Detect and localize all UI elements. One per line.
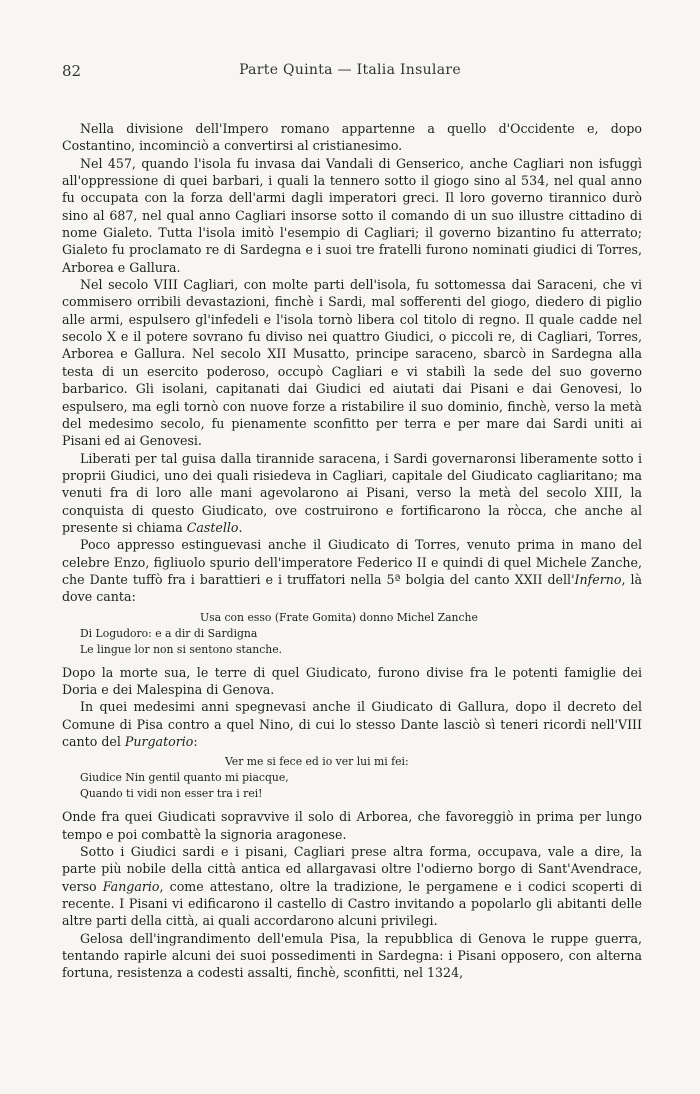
paragraph-7 (62, 698, 642, 750)
paragraph-4-end: . (238, 519, 243, 535)
verse-line: Quando ti vidi non esser tra i rei! (80, 787, 263, 801)
paragraph-6: Dopo la morte sua, le terre di quel Giudicato, furono divise fra le potenti famiglie dei Doria e dei Malespina di Genova. (62, 664, 642, 697)
paragraph-3: Nel secolo VIII Cagliari, con molte parti dell'isola, fu sottomessa dai Saraceni, che vi commisero orribili devastazioni, finchè i Sardi, mal sofferenti del giogo, diedero di piglio alle armi, espulsero gl'infedeli e l'isola tornò libera col titolo di regno. Il quale cadde nel secolo X e il potere sovrano fu diviso nei quattro Giudici, o piccoli re, di Cagliari, Torres, Arborea e Gallura. Nel secolo XII Musatto, principe saraceno, sbarcò in Sardegna alla testa di un esercito poderoso, occupò Cagliari e vi stabilì la sede del suo governo barbarico. Gli isolani, capitanati dai Giudici ed aiutati dai Pisani e dai Genovesi, lo espulsero, ma egli tornò con nuove forze a ristabilire il suo dominio, finchè, verso la metà del medesimo secolo, fu pienamente sconfitto per terra e per mare dai Sardi uniti ai Pisani ed ai Genovesi. (62, 277, 642, 449)
verse-line: Di Logudoro: e a dir di Sardigna (80, 626, 258, 640)
purgatorio-title: Purgatorio (124, 734, 194, 749)
verse-purgatorio (62, 754, 642, 802)
paragraph-7-text: In quei medesimi anni spegnevasi anche il Giudicato di Gallura, dopo il decreto del Comune di Pisa contro a quel Nino, di cui lo stesso Dante lasciò sì teneri ricordi nell'VIII canto del (62, 699, 642, 749)
fangario-term: Fangario (102, 878, 160, 894)
verse-line: Ver me si fece ed io ver lui mi fei: (225, 755, 409, 769)
paragraph-5-text: Poco appresso estinguevasi anche il Giudicato di Torres, venuto prima in mano del celebre Enzo, figliuolo spurio dell'imperatore Federico II e quindi di quel Michele Zanche, che Dante tuffò fra i barattieri e i truffatori nella 5ª bolgia del canto XXII dell' (62, 537, 642, 587)
paragraph-4 (62, 450, 642, 537)
running-head: Parte Quinta — Italia Insulare (239, 62, 461, 78)
paragraph-5-end: , là dove canta: (62, 571, 642, 605)
verse-line: Usa con esso (Frate Gomita) donno Michel Zanche (200, 610, 478, 624)
paragraph-9-end: , come attestano, oltre la tradizione, le pergamene e i codici scoperti di recente. I Pisani vi edificarono il castello di Castro invitando a popolarlo gli abitanti delle altre parti della città, ai quali accordarono alcuni privilegi. (62, 878, 642, 929)
paragraph-2: Nel 457, quando l'isola fu invasa dai Vandali di Genserico, anche Cagliari non isfuggì all'oppressione di quei barbari, i quali la tennero sotto il giogo sino al 534, nel qual anno fu occupata con la forza dell'armi dagli imperatori greci. Il loro governo tirannico durò sino al 687, nel qual anno Cagliari insorse sotto il comando di un suo illustre cittadino di nome Gialeto. Tutta l'isola imitò l'esempio di Cagliari; il governo bizantino fu atterrato; Gialeto fu proclamato re di Sardegna e i suoi tre fratelli furono nominati giudici di Torres, Arborea e Gallura. (62, 155, 642, 275)
paragraph-1: Nella divisione dell'Impero romano appartenne a quello d'Occidente e, dopo Costantino, incominciò a convertirsi al cristianesimo. (62, 121, 642, 154)
verse-line: Le lingue lor non si sentono stanche. (80, 642, 283, 656)
page-number: 82 (62, 62, 82, 80)
paragraph-10: Gelosa dell'ingrandimento dell'emula Pisa, la repubblica di Genova le ruppe guerra, tentando rapirle alcuni dei suoi possedimenti in Sardegna: i Pisani opposero, con alterna fortuna, resistenza a codesti assalti, finchè, sconfitti, nel 1324, (62, 930, 642, 981)
paragraph-9 (62, 843, 642, 930)
paragraph-8: Onde fra quei Giudicati sopravvive il solo di Arborea, che favoreggiò in prima per lungo tempo e poi combattè la signoria aragonese. (62, 809, 642, 842)
inferno-title: Inferno (574, 571, 622, 587)
castello-term: Castello (186, 519, 239, 535)
verse-inferno (62, 610, 642, 658)
paragraph-9-text: Sotto i Giudici sardi e i pisani, Cagliari prese altra forma, occupava, vale a dire, la parte più nobile della città antica ed allargavasi oltre l'odierno borgo di Sant'Avendrace, verso (62, 844, 642, 894)
verse-line: Giudice Nin gentil quanto mi piacque, (80, 771, 289, 785)
paragraph-4-text: Liberati per tal guisa dalla tirannide saracena, i Sardi governaronsi liberamente sotto i proprii Giudici, uno dei quali risiedeva in Cagliari, capitale del Giudicato cagliaritano; ma venuti fra di loro alle mani agevolarono ai Pisani, verso la metà del secolo XIII, la conquista di questo Giudicato, ove costruirono e fortificarono la ròcca, che anche al presente si chiama (62, 450, 642, 535)
paragraph-5 (62, 536, 642, 605)
body-text (62, 120, 642, 982)
paragraph-7-end: : (193, 734, 198, 749)
